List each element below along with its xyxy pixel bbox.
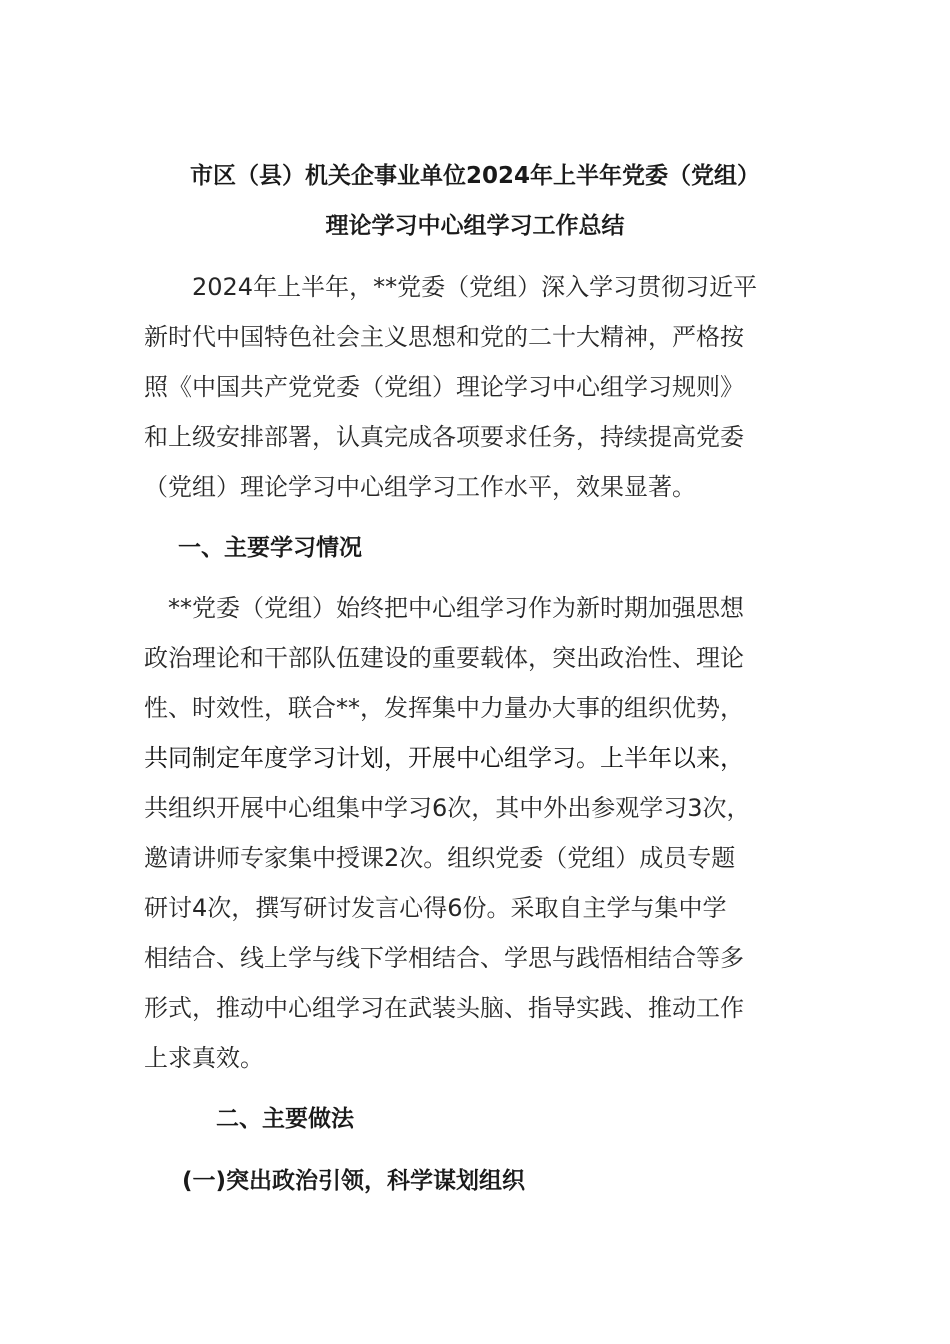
paragraph-line: 相结合、线上学与线下学相结合、学思与践悟相结合等多: [144, 944, 744, 972]
section-heading-2: 二、主要做法: [216, 1106, 354, 1132]
paragraph-line: 上求真效。: [144, 1044, 264, 1072]
paragraph-line: 邀请讲师专家集中授课2次。组织党委（党组）成员专题: [144, 844, 736, 872]
document-title-line-1: 市区（县）机关企事业单位2024年上半年党委（党组）: [189, 163, 760, 189]
paragraph-line: 形式，推动中心组学习在武装头脑、指导实践、推动工作: [144, 994, 744, 1022]
paragraph-line: **党委（党组）始终把中心组学习作为新时期加强思想: [144, 594, 744, 622]
paragraph-line: 共同制定年度学习计划，开展中心组学习。上半年以来，: [144, 744, 744, 772]
paragraph-line: 和上级安排部署，认真完成各项要求任务，持续提高党委: [144, 423, 744, 451]
paragraph-line: （党组）理论学习中心组学习工作水平，效果显著。: [144, 473, 696, 501]
intro-paragraph: [144, 262, 844, 512]
paragraph-line: 政治理论和干部队伍建设的重要载体，突出政治性、理论: [144, 644, 744, 672]
subsection-heading-1: (一)突出政治引领，科学谋划组织: [182, 1168, 526, 1194]
paragraph-line: 共组织开展中心组集中学习6次，其中外出参观学习3次，: [144, 794, 751, 822]
document-title-line-2: 理论学习中心组学习工作总结: [325, 213, 625, 239]
section-heading-1: 一、主要学习情况: [178, 535, 362, 561]
paragraph-line: 新时代中国特色社会主义思想和党的二十大精神，严格按: [144, 323, 744, 351]
paragraph-line: 性、时效性，联合**，发挥集中力量办大事的组织优势，: [144, 694, 744, 722]
paragraph-line: 研讨4次，撰写研讨发言心得6份。采取自主学与集中学: [144, 894, 727, 922]
paragraph-line: 照《中国共产党党委（党组）理论学习中心组学习规则》: [144, 373, 744, 401]
section1-paragraph: [144, 583, 844, 1083]
paragraph-line: 2024年上半年，**党委（党组）深入学习贯彻习近平: [144, 273, 758, 301]
